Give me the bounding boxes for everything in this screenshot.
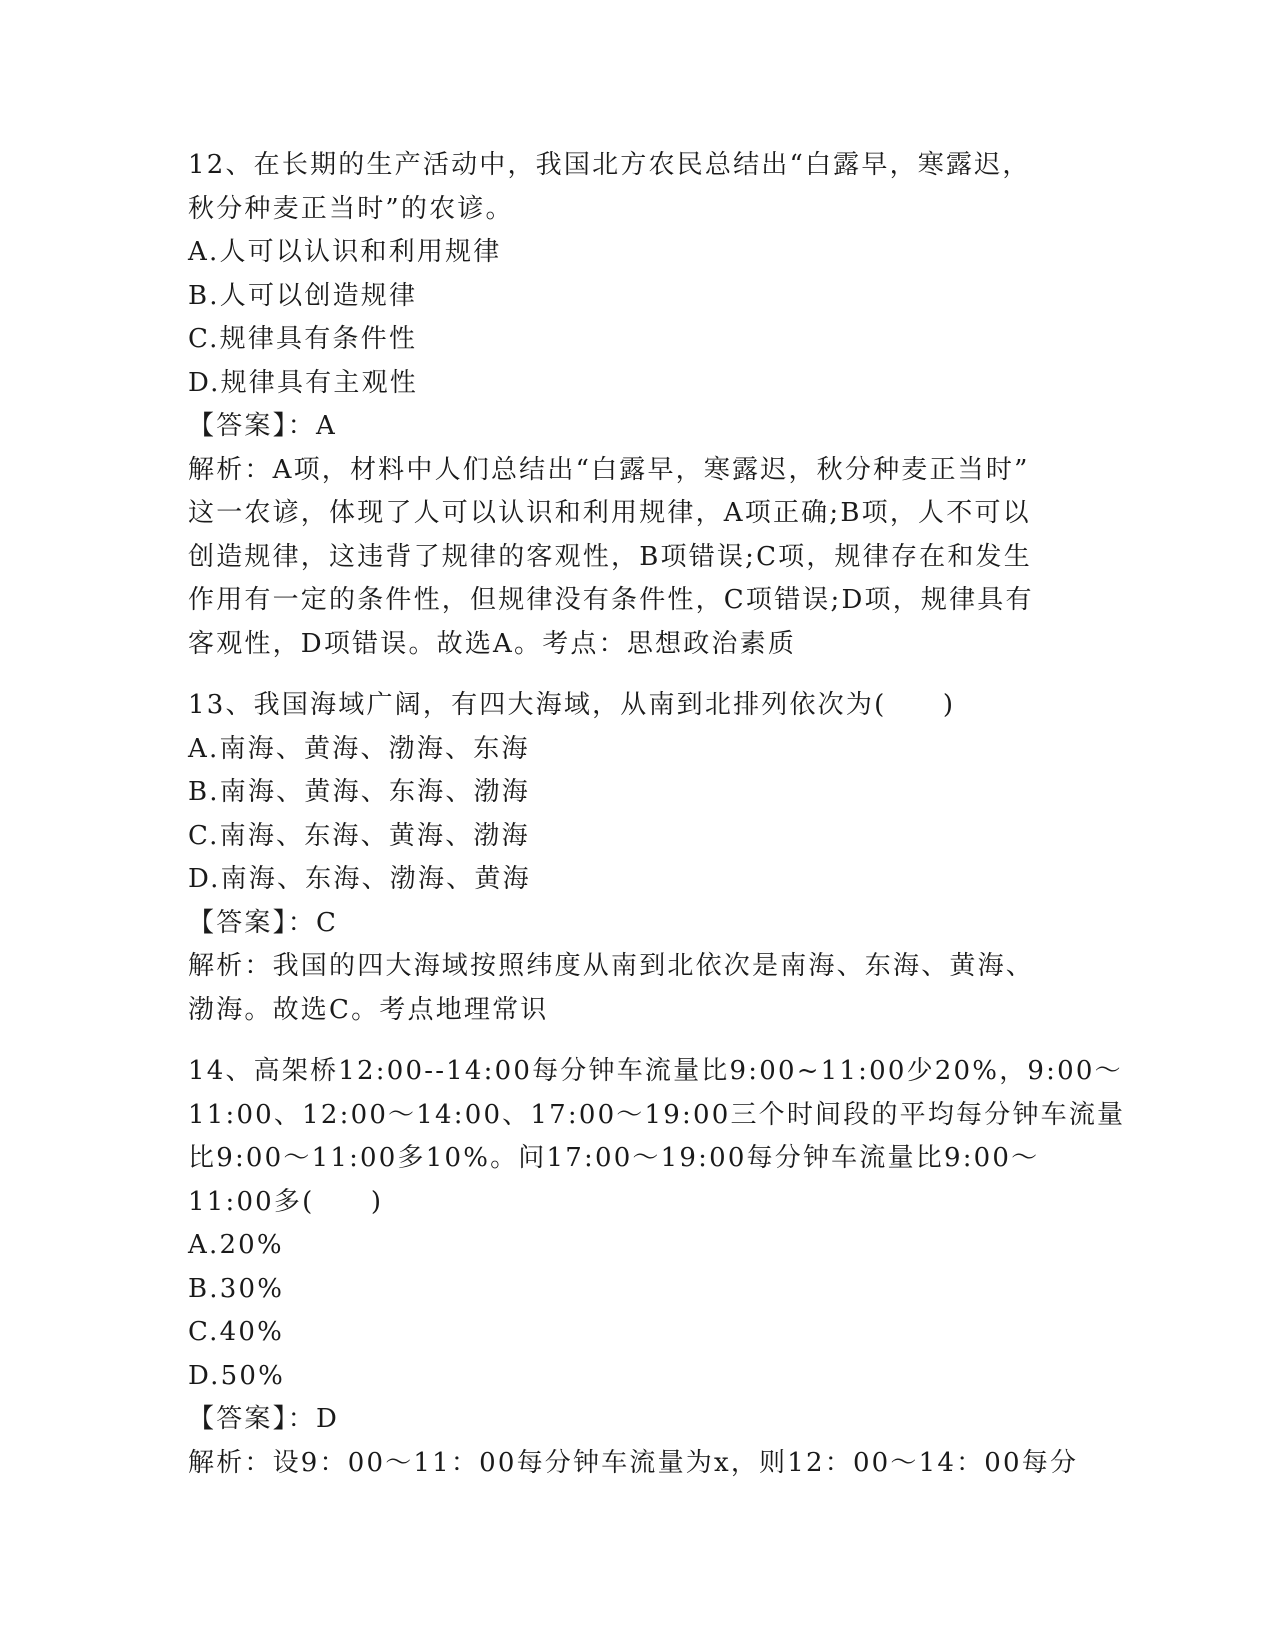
option-b: B.30% <box>188 1273 285 1304</box>
question-stem-line: 12、在长期的生产活动中，我国北方农民总结出“白露早，寒露迟， <box>188 150 1031 180</box>
analysis-line: 这一农谚，体现了人可以认识和利用规律，A项正确;B项，人不可以 <box>188 498 1031 528</box>
question-stem-line: 秋分种麦正当时”的农谚。 <box>188 193 514 224</box>
analysis-line: 创造规律，这违背了规律的客观性，B项错误;C项，规律存在和发生 <box>188 541 1032 572</box>
question-12 <box>188 144 1088 666</box>
question-gap <box>188 1032 1088 1050</box>
analysis-line: 客观性，D项错误。故选A。考点：思想政治素质 <box>188 628 797 659</box>
analysis-line: 作用有一定的条件性，但规律没有条件性，C项错误;D项，规律具有 <box>188 585 1034 615</box>
option-b: B.南海、黄海、东海、渤海 <box>188 777 530 807</box>
option-c: C.规律具有条件性 <box>188 324 418 354</box>
option-a: A.20% <box>188 1230 284 1260</box>
option-c: C.40% <box>188 1317 285 1347</box>
question-13 <box>188 684 1088 1032</box>
answer-line: 【答案】：A <box>188 411 337 441</box>
option-d: D.规律具有主观性 <box>188 367 418 398</box>
analysis-line: 解析：A项，材料中人们总结出“白露早，寒露迟，秋分种麦正当时” <box>188 454 1030 485</box>
question-stem-line: 比9:00～11:00多10%。问17:00～19:00每分钟车流量比9:00～ <box>188 1143 1040 1173</box>
option-d: D.南海、东海、渤海、黄海 <box>188 864 531 894</box>
question-stem-line: 11:00、12:00～14:00、17:00～19:00三个时间段的平均每分钟车流量 <box>188 1099 1126 1130</box>
option-a: A.人可以认识和利用规律 <box>188 237 502 267</box>
question-14 <box>188 1050 1126 1485</box>
question-stem-line: 13、我国海域广阔，有四大海域，从南到北排列依次为( ) <box>188 690 956 720</box>
analysis-line: 渤海。故选C。考点地理常识 <box>188 994 549 1025</box>
option-a: A.南海、黄海、渤海、东海 <box>188 733 530 764</box>
question-stem-line: 14、高架桥12:00--14:00每分钟车流量比9:00~11:00少20%，9:00～ <box>188 1056 1123 1086</box>
option-c: C.南海、东海、黄海、渤海 <box>188 820 530 851</box>
analysis-line: 解析：我国的四大海域按照纬度从南到北依次是南海、东海、黄海、 <box>188 951 1035 981</box>
question-gap <box>188 666 1088 684</box>
answer-line: 【答案】：D <box>188 1404 340 1434</box>
answer-line: 【答案】：C <box>188 907 339 938</box>
document-page <box>188 144 1126 1485</box>
question-stem-line: 11:00多( ) <box>188 1186 384 1217</box>
option-d: D.50% <box>188 1360 285 1391</box>
analysis-line: 解析：设9：00～11：00每分钟车流量为x，则12：00～14：00每分 <box>188 1447 1079 1478</box>
option-b: B.人可以创造规律 <box>188 280 418 311</box>
